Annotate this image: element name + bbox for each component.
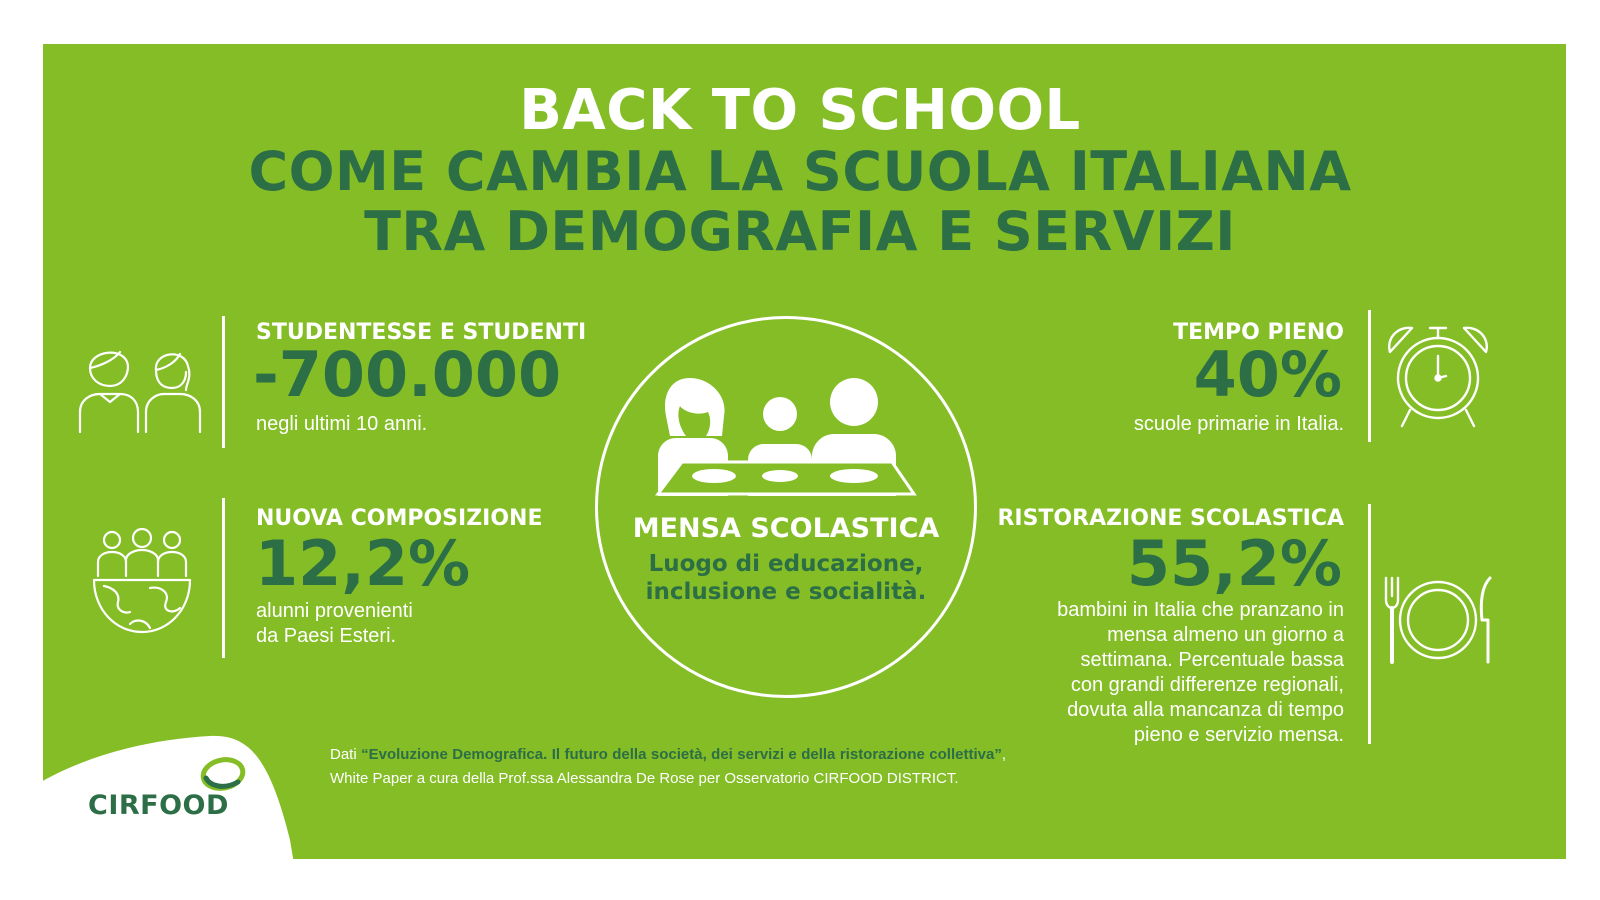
cirfood-logo-icon xyxy=(200,756,246,792)
globe-people-icon xyxy=(90,528,194,636)
footnote-source-title: “Evoluzione Demografica. Il futuro della società, dei servizi e della ristorazione collettiva” xyxy=(361,746,1002,763)
source-footnote xyxy=(330,743,1006,791)
divider-full-time xyxy=(1368,310,1371,442)
composition-value: 12,2% xyxy=(255,527,471,600)
students-description: negli ultimi 10 anni. xyxy=(256,413,428,435)
catering-description-line: con grandi differenze regionali, xyxy=(1070,674,1344,696)
students-value: -700.000 xyxy=(253,338,562,411)
subtitle-line-1: COME CAMBIA LA SCUOLA ITALIANA xyxy=(248,140,1352,203)
brand-name: CIRFOOD xyxy=(88,790,229,821)
full-time-label: TEMPO PIENO xyxy=(1173,320,1344,345)
full-time-value: 40% xyxy=(1193,338,1342,411)
catering-description-line: settimana. Percentuale bassa xyxy=(1080,649,1344,671)
plate-cutlery-icon xyxy=(1382,576,1496,666)
mensa-subtitle-line-1: Luogo di educazione, xyxy=(648,551,924,577)
subtitle-line-2: TRA DEMOGRAFIA E SERVIZI xyxy=(364,200,1236,263)
mensa-subtitle xyxy=(595,550,977,606)
page-title: BACK TO SCHOOL xyxy=(519,78,1081,143)
divider-students xyxy=(222,316,225,448)
full-time-description: scuole primarie in Italia. xyxy=(1133,413,1344,435)
divider-catering xyxy=(1368,504,1371,744)
composition-description-line-1: alunni provenienti xyxy=(256,600,413,622)
catering-value: 55,2% xyxy=(1126,527,1342,600)
divider-composition xyxy=(222,498,225,658)
mensa-subtitle-line-2: inclusione e socialità. xyxy=(645,579,927,605)
family-table-icon xyxy=(652,372,922,496)
students-icon xyxy=(76,340,204,434)
composition-description-line-2: da Paesi Esteri. xyxy=(256,625,397,647)
students-label: STUDENTESSE E STUDENTI xyxy=(256,320,587,345)
catering-description-line: mensa almeno un giorno a xyxy=(1107,624,1344,646)
footnote-suffix: , White Paper a cura della Prof.ssa Alessandra De Rose per Osservatorio CIRFOOD DISTRICT. xyxy=(330,746,1007,787)
alarm-clock-icon xyxy=(1384,322,1492,432)
catering-label: RISTORAZIONE SCOLASTICA xyxy=(997,506,1344,531)
catering-description-line: bambini in Italia che pranzano in xyxy=(1057,599,1344,621)
catering-description-line: dovuta alla mancanza di tempo xyxy=(1067,699,1344,721)
mensa-title: MENSA SCOLASTICA xyxy=(632,513,940,544)
composition-label: NUOVA COMPOSIZIONE xyxy=(256,506,543,531)
footnote-prefix: Dati xyxy=(330,746,362,763)
catering-description-line: pieno e servizio mensa. xyxy=(1133,724,1344,746)
catering-description xyxy=(984,598,1344,748)
